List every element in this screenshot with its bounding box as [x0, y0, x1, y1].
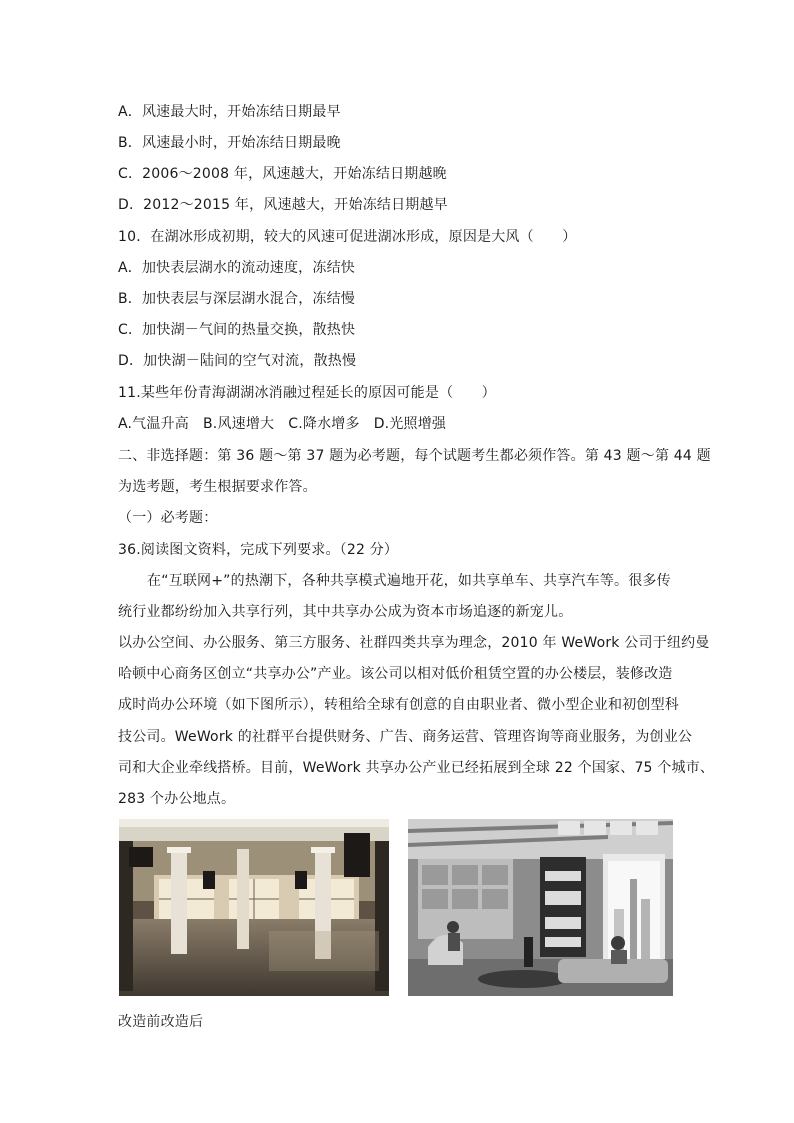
- photo-office-after-image: [408, 819, 673, 996]
- q10-option-a: A．加快表层湖水的流动速度，冻结快: [118, 260, 355, 276]
- q36-para1-line1: 在“互联网+”的热潮下，各种共享模式遍地开花，如共享单车、共享汽车等。很多传: [147, 573, 671, 589]
- q10-option-b: B．加快表层与深层湖水混合，冻结慢: [118, 291, 356, 307]
- q9-option-c: C．2006～2008 年，风速越大，开始冻结日期越晚: [118, 166, 447, 182]
- q11-option-c: C.降水增多: [288, 416, 360, 432]
- q11-option-b: B.风速增大: [202, 416, 275, 432]
- q9-option-a: A．风速最大时，开始冻结日期最早: [118, 104, 341, 120]
- q10-stem: 10．在湖冰形成初期，较大的风速可促进湖冰形成，原因是大风（ ）: [118, 229, 577, 245]
- q36-para2-line5: 司和大企业牵线搭桥。目前，WeWork 共享办公产业已经拓展到全球 22 个国家、75 个城市、: [118, 760, 715, 776]
- photo-caption: 改造前改造后: [118, 1014, 204, 1030]
- q36-para2-line4: 技公司。WeWork 的社群平台提供财务、广告、商务运营、管理咨询等商业服务，为创业公: [118, 729, 693, 745]
- photo-office-before-image: [119, 819, 389, 996]
- q36-para2-line6: 283 个办公地点。: [118, 791, 236, 807]
- q9-option-d: D．2012～2015 年，风速越大，开始冻结日期越早: [118, 197, 448, 213]
- q36-para2-line3: 成时尚办公环境（如下图所示），转租给全球有创意的自由职业者、微小型企业和初创型科: [118, 697, 679, 713]
- q11-stem: 11.某些年份青海湖湖冰消融过程延长的原因可能是（ ）: [118, 385, 496, 401]
- q36-para1-line2: 统行业都纷纷加入共享行列，其中共享办公成为资本市场追逐的新宠儿。: [118, 604, 573, 620]
- q11-options: [118, 414, 460, 434]
- q10-option-c: C．加快湖－气间的热量交换，散热快: [118, 322, 356, 338]
- required-questions-label: （一）必考题：: [118, 510, 218, 526]
- section2-heading: 二、非选择题：第 36 题～第 37 题为必考题，每个试题考生都必须作答。第 43 题～第 44 题: [118, 448, 711, 464]
- section2-heading-cont: 为选考题，考生根据要求作答。: [118, 479, 317, 495]
- q10-option-d: D．加快湖－陆间的空气对流，散热慢: [118, 353, 357, 369]
- photo-office-after: [408, 819, 673, 996]
- q36-para2-line1: 以办公空间、办公服务、第三方服务、社群四类共享为理念，2010 年 WeWork 公司于纽约曼: [118, 635, 710, 651]
- q9-option-b: B．风速最小时，开始冻结日期最晚: [118, 135, 341, 151]
- q36-stem: 36.阅读图文资料，完成下列要求。（22 分）: [118, 542, 399, 558]
- q36-para2-line2: 哈顿中心商务区创立“共享办公”产业。该公司以相对低价租赁空置的办公楼层，装修改造: [118, 666, 673, 682]
- photo-office-before: [119, 819, 389, 996]
- q11-option-d: D.光照增强: [373, 416, 447, 432]
- q11-option-a: A.气温升高: [118, 416, 189, 432]
